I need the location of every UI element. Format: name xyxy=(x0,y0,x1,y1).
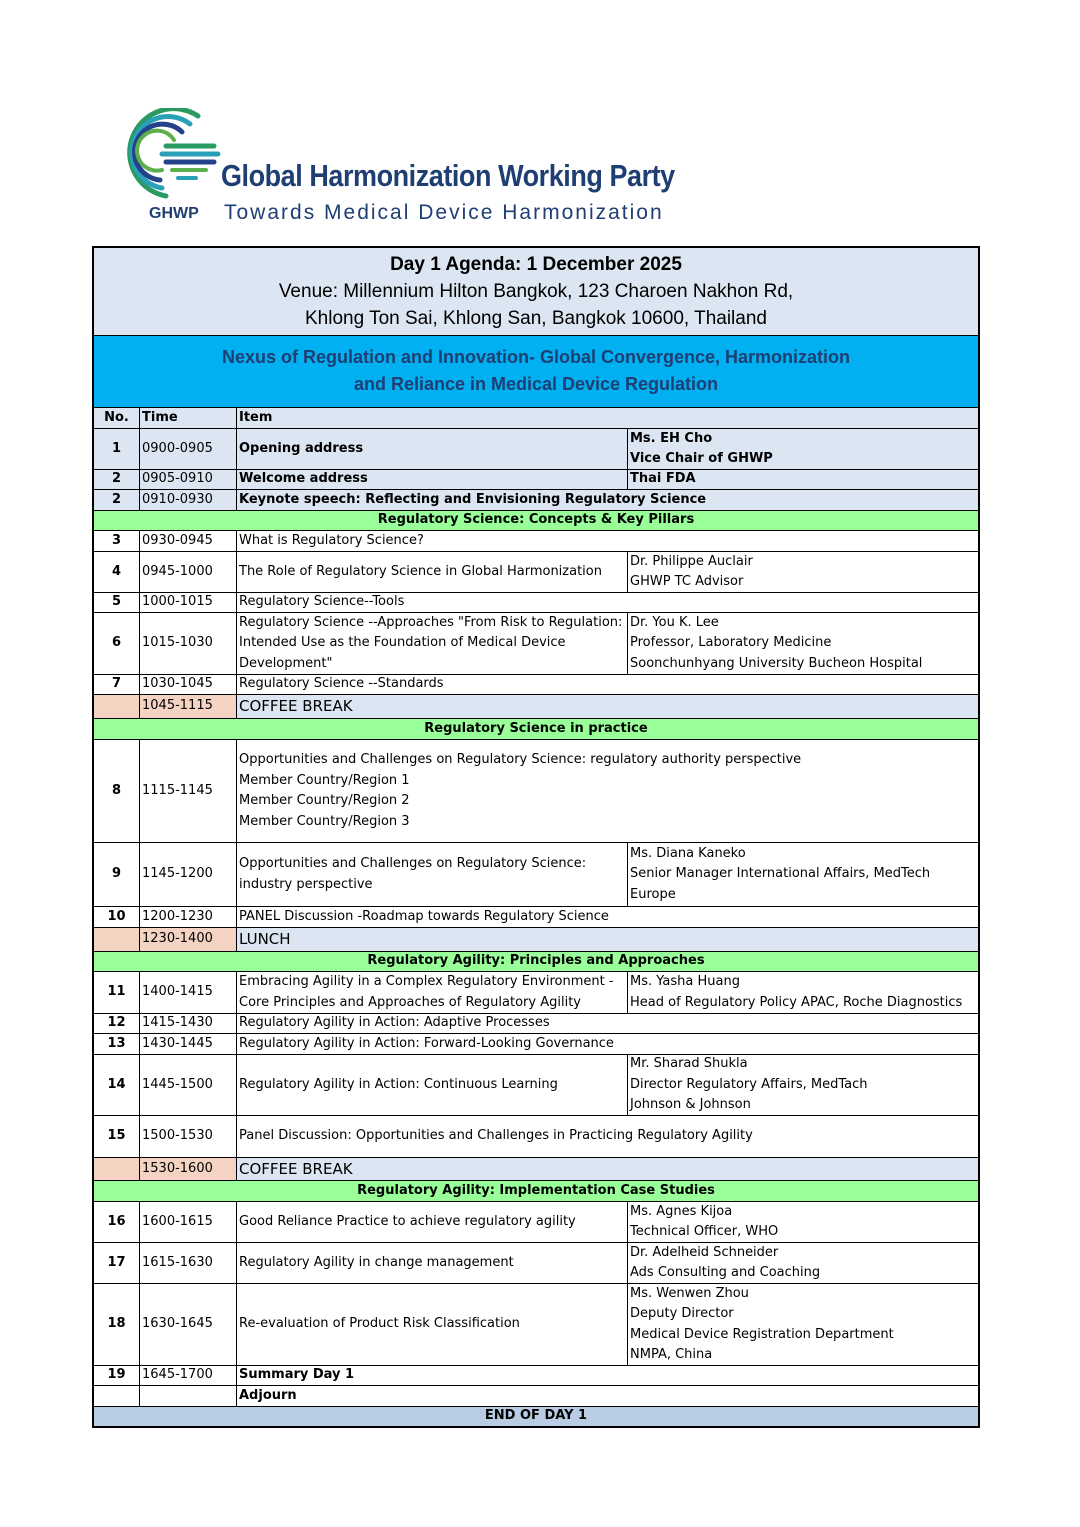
speaker-line: Ms. Diana Kaneko xyxy=(630,845,746,861)
row-1-item: Opening address xyxy=(237,429,628,470)
speaker-line: Ms. Agnes Kijoa xyxy=(630,1203,733,1219)
row-3-no: 3 xyxy=(94,531,140,552)
speaker-line: Johnson & Johnson xyxy=(630,1097,751,1113)
speaker-line: Soonchunhyang University Bucheon Hospital xyxy=(630,655,923,671)
item-line: Embracing Agility in a Complex Regulatory Environment - xyxy=(239,974,614,989)
row-4-time: 0945-1000 xyxy=(140,552,237,593)
speaker-line: Dr. Philippe Auclair xyxy=(630,553,753,569)
agenda-table xyxy=(92,246,980,1428)
row-15-item: Panel Discussion: Opportunities and Challenges in Practicing Regulatory Agility xyxy=(237,1116,978,1158)
row-4-speaker xyxy=(628,552,978,593)
row-20-time xyxy=(140,1386,237,1407)
venue-line-2: Khlong Ton Sai, Khlong San, Bangkok 10600, Thailand xyxy=(305,308,767,329)
row-10-item: PANEL Discussion -Roadmap towards Regulatory Science xyxy=(237,907,978,928)
col-header-item: Item xyxy=(237,408,978,429)
row-9-time: 1145-1200 xyxy=(140,843,237,907)
row-19-time: 1645-1700 xyxy=(140,1366,237,1386)
speaker-line: Dr. You K. Lee xyxy=(630,614,719,630)
row-8-no: 8 xyxy=(94,740,140,843)
row-18-no: 18 xyxy=(94,1284,140,1366)
row-16-no: 16 xyxy=(94,1202,140,1243)
speaker-line: Head of Regulatory Policy APAC, Roche Diagnostics xyxy=(630,994,963,1010)
section-heading: Regulatory Agility: Principles and Approaches xyxy=(94,952,978,972)
logo-title: Global Harmonization Working Party xyxy=(221,158,675,193)
section-heading: Regulatory Science in practice xyxy=(94,719,978,740)
row-16-speaker xyxy=(628,1202,978,1243)
speaker-line: Deputy Director xyxy=(630,1306,734,1321)
item-line: Member Country/Region 2 xyxy=(239,793,410,808)
row-14-item: Regulatory Agility in Action: Continuous Learning xyxy=(237,1055,628,1116)
row-6-time: 1015-1030 xyxy=(140,613,237,675)
speaker-line: Europe xyxy=(630,886,676,902)
theme-banner xyxy=(94,336,978,408)
row-2-no: 2 xyxy=(94,470,140,490)
row-19-no: 19 xyxy=(94,1366,140,1386)
col-header-no: No. xyxy=(94,408,140,429)
speaker-line: Medical Device Registration Department xyxy=(630,1326,894,1342)
row-2-item: Welcome address xyxy=(237,470,628,490)
row-5-item: Regulatory Science--Tools xyxy=(237,593,978,613)
speaker-line: Ms. EH Cho xyxy=(630,430,713,446)
row-18-speaker xyxy=(628,1284,978,1366)
row-13-item: Regulatory Agility in Action: Forward-Looking Governance xyxy=(237,1034,978,1055)
agenda-header xyxy=(94,248,978,336)
row-16-item: Good Reliance Practice to achieve regulatory agility xyxy=(237,1202,628,1243)
item-line: Member Country/Region 1 xyxy=(239,772,410,788)
row-9-no: 9 xyxy=(94,843,140,907)
row-1-time: 0900-0905 xyxy=(140,429,237,470)
row-3-time: 0930-0945 xyxy=(140,531,237,552)
section-heading: Regulatory Agility: Implementation Case Studies xyxy=(94,1181,978,1202)
break-1-item: COFFEE BREAK xyxy=(237,695,978,719)
row-20-no xyxy=(94,1386,140,1407)
item-line: Opportunities and Challenges on Regulatory Science: regulatory authority perspective xyxy=(239,752,802,767)
row-6-item xyxy=(237,613,628,675)
speaker-line: NMPA, China xyxy=(630,1347,713,1362)
row-18-item: Re-evaluation of Product Risk Classification xyxy=(237,1284,628,1366)
venue-line-1: Venue: Millennium Hilton Bangkok, 123 Charoen Nakhon Rd, xyxy=(278,281,794,302)
row-2b-no: 2 xyxy=(94,490,140,511)
break-2-no xyxy=(94,928,140,952)
break-1-no xyxy=(94,695,140,719)
break-3-time: 1530-1600 xyxy=(140,1158,237,1181)
row-13-time: 1430-1445 xyxy=(140,1034,237,1055)
theme-line-2: and Reliance in Medical Device Regulation xyxy=(353,374,719,394)
row-6-no: 6 xyxy=(94,613,140,675)
row-13-no: 13 xyxy=(94,1034,140,1055)
row-18-time: 1630-1645 xyxy=(140,1284,237,1366)
row-11-speaker xyxy=(628,972,978,1014)
speaker-line: Professor, Laboratory Medicine xyxy=(630,635,832,651)
row-19-item: Summary Day 1 xyxy=(237,1366,978,1386)
row-4-item: The Role of Regulatory Science in Global Harmonization xyxy=(237,552,628,593)
item-line: Regulatory Science --Approaches "From Risk to Regulation: xyxy=(239,614,623,630)
row-10-no: 10 xyxy=(94,907,140,928)
speaker-line: Ms. Wenwen Zhou xyxy=(630,1285,749,1301)
row-5-time: 1000-1015 xyxy=(140,593,237,613)
speaker-line: Senior Manager International Affairs, MedTech xyxy=(630,866,931,882)
row-2b-item: Keynote speech: Reflecting and Envisioning Regulatory Science xyxy=(237,490,978,511)
row-14-no: 14 xyxy=(94,1055,140,1116)
row-12-time: 1415-1430 xyxy=(140,1014,237,1034)
row-17-speaker xyxy=(628,1243,978,1284)
row-15-time: 1500-1530 xyxy=(140,1116,237,1158)
row-17-no: 17 xyxy=(94,1243,140,1284)
logo-abbreviation: GHWP xyxy=(149,205,199,222)
item-line: industry perspective xyxy=(239,876,373,892)
row-1-speaker xyxy=(628,429,978,470)
speaker-line: Mr. Sharad Shukla xyxy=(630,1056,748,1072)
row-10-time: 1200-1230 xyxy=(140,907,237,928)
ghwp-swirl-icon xyxy=(126,108,226,208)
row-15-no: 15 xyxy=(94,1116,140,1158)
speaker-line: Vice Chair of GHWP xyxy=(630,451,773,466)
item-line: Development" xyxy=(239,655,333,671)
row-2b-time: 0910-0930 xyxy=(140,490,237,511)
row-11-time: 1400-1415 xyxy=(140,972,237,1014)
agenda-title: Day 1 Agenda: 1 December 2025 xyxy=(390,254,682,275)
section-heading: Regulatory Science: Concepts & Key Pillars xyxy=(94,511,978,531)
row-9-speaker xyxy=(628,843,978,907)
break-1-time: 1045-1115 xyxy=(140,695,237,719)
break-2-time: 1230-1400 xyxy=(140,928,237,952)
row-20-item: Adjourn xyxy=(237,1386,978,1407)
item-line: Core Principles and Approaches of Regulatory Agility xyxy=(239,994,581,1010)
speaker-line: GHWP TC Advisor xyxy=(630,574,744,589)
row-2-speaker: Thai FDA xyxy=(628,470,978,490)
break-2-item: LUNCH xyxy=(237,928,978,952)
row-11-item xyxy=(237,972,628,1014)
row-7-time: 1030-1045 xyxy=(140,675,237,695)
row-1-no: 1 xyxy=(94,429,140,470)
break-3-no xyxy=(94,1158,140,1181)
break-3-item: COFFEE BREAK xyxy=(237,1158,978,1181)
ghwp-logo xyxy=(126,108,726,228)
row-11-no: 11 xyxy=(94,972,140,1014)
row-5-no: 5 xyxy=(94,593,140,613)
row-2-time: 0905-0910 xyxy=(140,470,237,490)
row-4-no: 4 xyxy=(94,552,140,593)
speaker-line: Director Regulatory Affairs, MedTach xyxy=(630,1076,868,1092)
row-12-no: 12 xyxy=(94,1014,140,1034)
end-of-day-banner: END OF DAY 1 xyxy=(94,1407,978,1426)
col-header-time: Time xyxy=(140,408,237,429)
item-line: Intended Use as the Foundation of Medical Device xyxy=(239,635,566,651)
row-16-time: 1600-1615 xyxy=(140,1202,237,1243)
row-7-item: Regulatory Science --Standards xyxy=(237,675,978,695)
row-9-item xyxy=(237,843,628,907)
row-14-speaker xyxy=(628,1055,978,1116)
logo-subtitle: Towards Medical Device Harmonization xyxy=(224,201,664,224)
row-7-no: 7 xyxy=(94,675,140,695)
theme-line-1: Nexus of Regulation and Innovation- Global Convergence, Harmonization xyxy=(221,347,851,367)
row-17-item: Regulatory Agility in change management xyxy=(237,1243,628,1284)
speaker-line: Technical Officer, WHO xyxy=(630,1224,779,1239)
item-line: Opportunities and Challenges on Regulatory Science: xyxy=(239,856,587,871)
row-12-item: Regulatory Agility in Action: Adaptive Processes xyxy=(237,1014,978,1034)
row-17-time: 1615-1630 xyxy=(140,1243,237,1284)
speaker-line: Dr. Adelheid Schneider xyxy=(630,1244,779,1260)
speaker-line: Ads Consulting and Coaching xyxy=(630,1265,821,1280)
row-8-time: 1115-1145 xyxy=(140,740,237,843)
row-6-speaker xyxy=(628,613,978,675)
agenda-grid xyxy=(94,408,978,1426)
item-line: Member Country/Region 3 xyxy=(239,813,410,829)
row-14-time: 1445-1500 xyxy=(140,1055,237,1116)
row-8-item xyxy=(237,740,978,843)
row-3-item: What is Regulatory Science? xyxy=(237,531,978,552)
speaker-line: Ms. Yasha Huang xyxy=(630,974,740,989)
